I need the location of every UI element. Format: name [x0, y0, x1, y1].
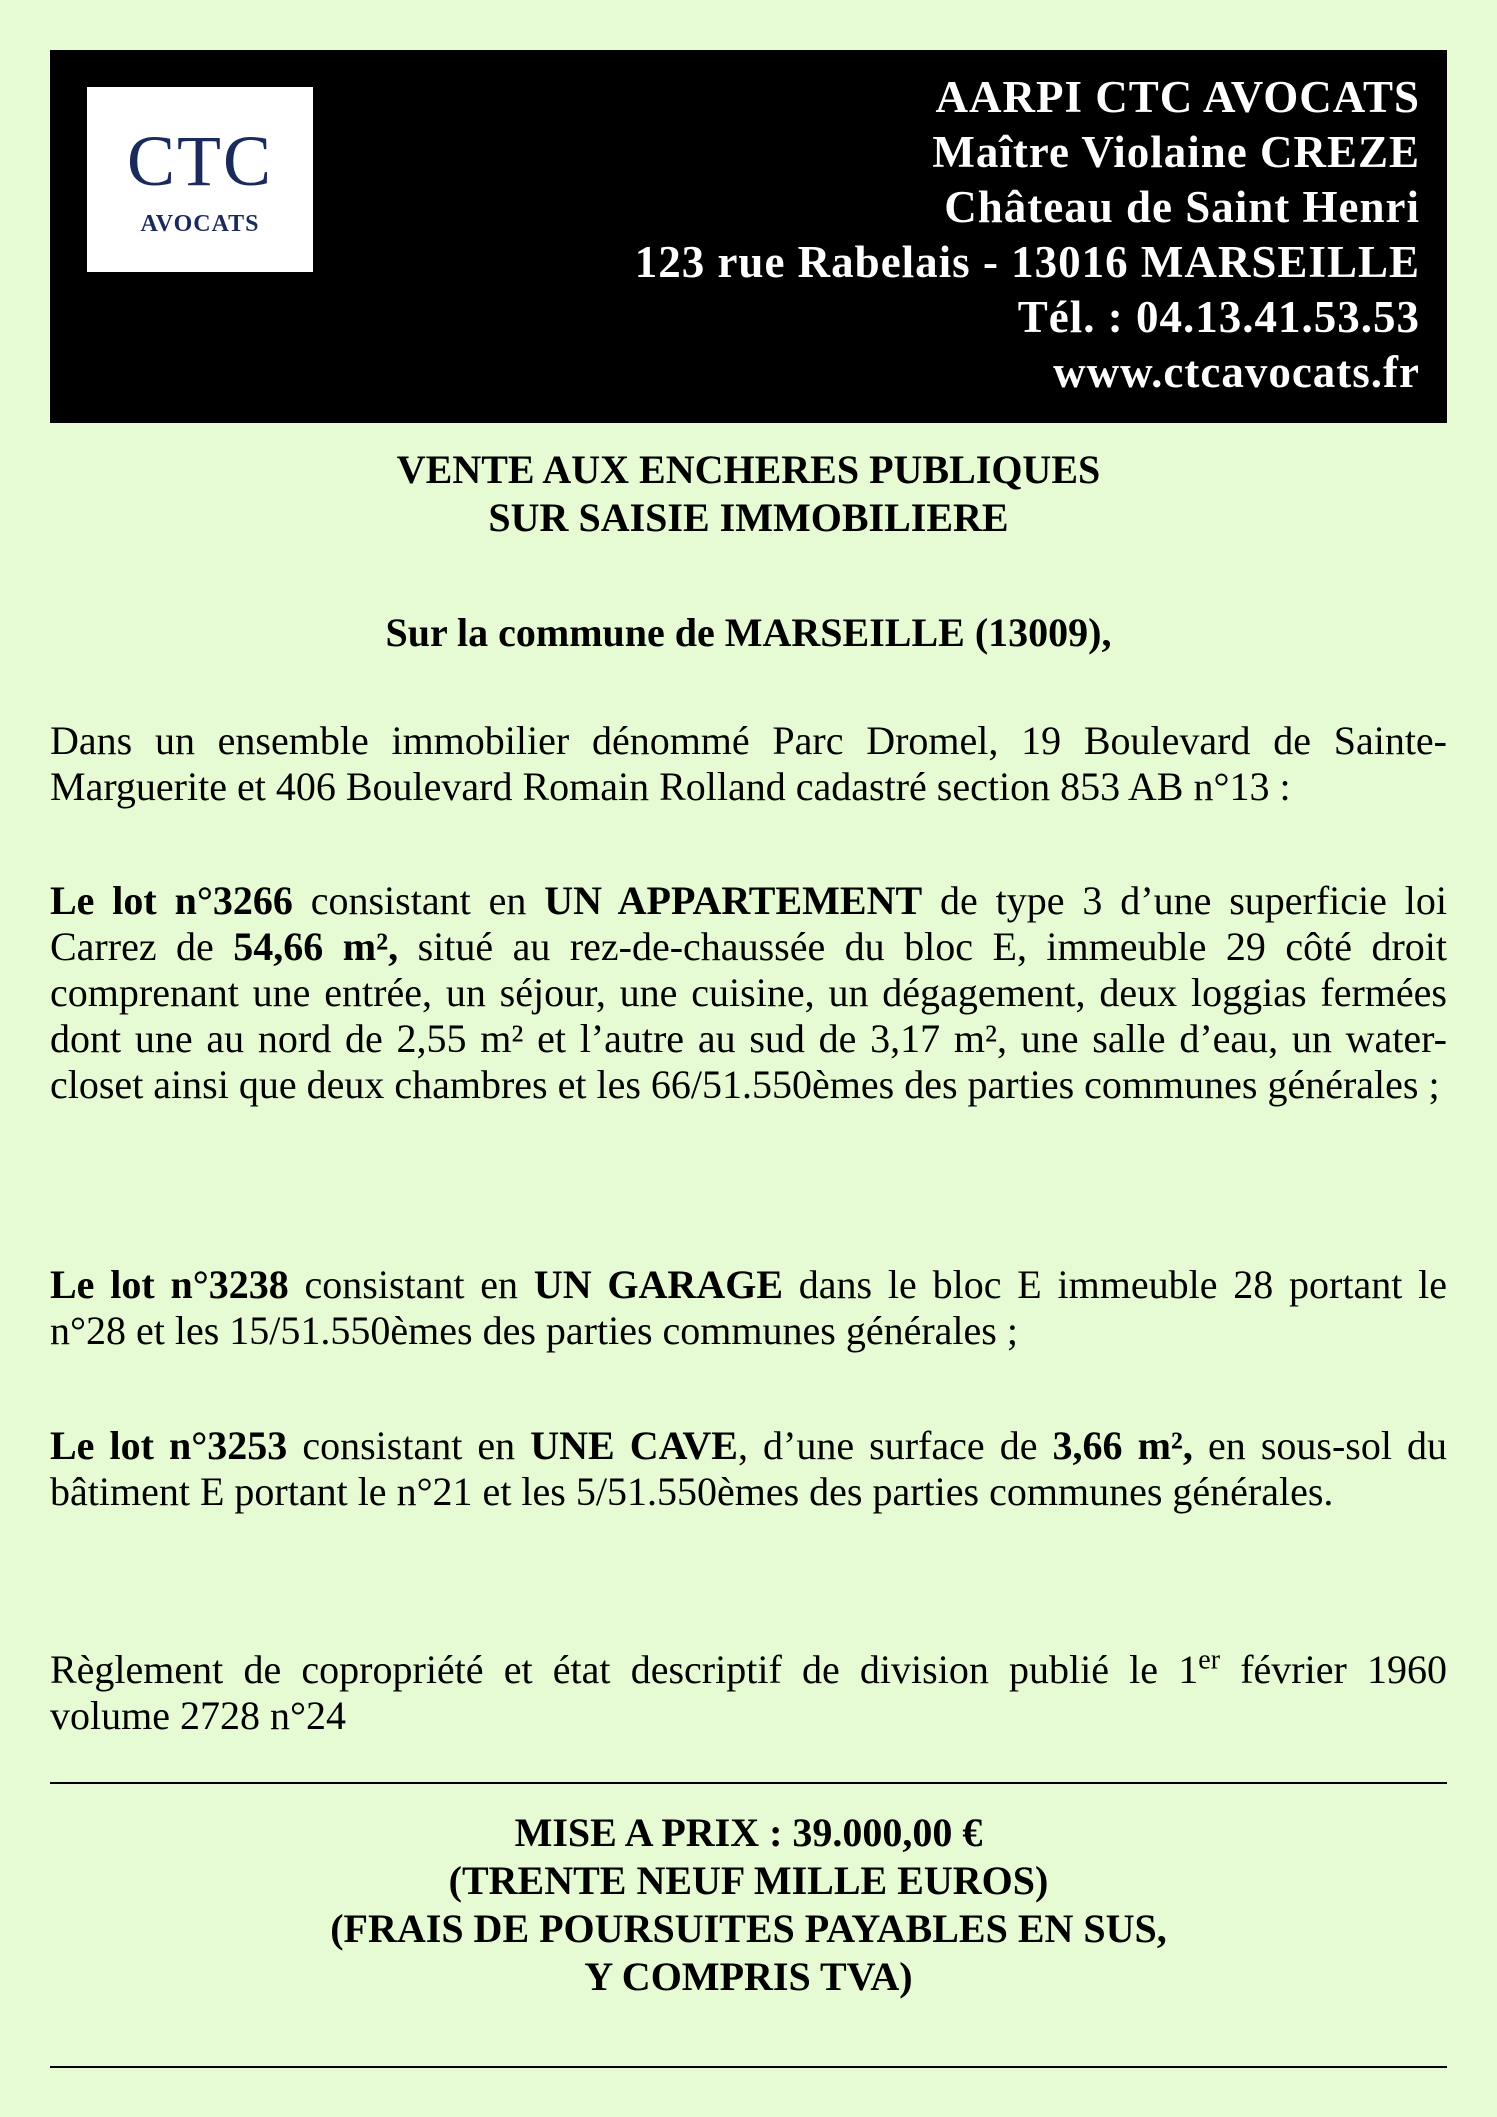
fees-note-line-2: Y COMPRIS TVA) — [584, 1954, 913, 1999]
firm-logo — [87, 87, 313, 272]
firm-name: AARPI CTC AVOCATS — [935, 72, 1420, 122]
lot-3266-area: 54,66 m², — [233, 924, 399, 969]
sale-title — [50, 446, 1447, 542]
reglement-paragraph — [50, 1644, 1447, 1739]
lot-3253-text-1: consistant en — [287, 1423, 531, 1468]
lot-3253-text-2: , d’une surface de — [737, 1423, 1053, 1468]
logo-subtitle: AVOCATS — [140, 211, 260, 237]
website: www.ctcavocats.fr — [1053, 347, 1420, 397]
lot-3253-kind: UNE CAVE — [530, 1423, 738, 1468]
lawyer-name: Maître Violaine CREZE — [932, 127, 1420, 177]
lot-3266-kind: UN APPARTEMENT — [544, 878, 923, 923]
intro-paragraph — [50, 718, 1447, 810]
starting-price: MISE A PRIX : 39.000,00 € — [514, 1810, 983, 1855]
lot-3253-paragraph — [50, 1423, 1447, 1515]
lot-3266-text-3: situé au rez-de-chaussée du bloc E, immeuble 29 côté droit comprenant une entrée, un séjour, une cuisine, un dégagement, deux loggias fermées dont une au nord de 2,55 m² et l’autre au sud de 3,17 m², une salle d’eau, un water-closet ainsi que deux chambres et les 66/51.550èmes des parties communes générales ; — [50, 924, 1447, 1107]
lot-3266-text-1: consistant en — [292, 878, 545, 923]
price-block — [50, 1809, 1447, 2001]
lot-3238-text-2: dans le bloc E immeuble 28 portant le n°28 et les 15/51.550èmes des parties communes générales ; — [50, 1262, 1448, 1353]
divider-top — [50, 1782, 1447, 1784]
reglement-text-2: février 1960 volume 2728 n°24 — [50, 1647, 1447, 1738]
address-line-2: 123 rue Rabelais - 13016 MARSEILLE — [634, 237, 1420, 287]
lot-3253-label: Le lot n°3253 — [50, 1423, 288, 1468]
fees-note-line-1: (FRAIS DE POURSUITES PAYABLES EN SUS, — [330, 1906, 1167, 1951]
commune-heading: Sur la commune de MARSEILLE (13009), — [385, 610, 1112, 655]
lot-3238-label: Le lot n°3238 — [50, 1262, 289, 1307]
lot-3266-label: Le lot n°3266 — [50, 878, 293, 923]
lot-3238-text-1: consistant en — [288, 1262, 534, 1307]
phone: Tél. : 04.13.41.53.53 — [1017, 292, 1420, 342]
divider-bottom — [50, 2066, 1447, 2068]
lot-3253-area: 3,66 m², — [1052, 1423, 1193, 1468]
lot-3238-paragraph — [50, 1262, 1447, 1354]
reglement-superscript: er — [1198, 1644, 1221, 1676]
lot-3266-text-2: de type 3 d’une superficie loi Carrez de — [50, 878, 1448, 969]
sale-title-line-1: VENTE AUX ENCHERES PUBLIQUES — [396, 447, 1101, 492]
firm-contact — [635, 70, 1420, 400]
address-line-1: Château de Saint Henri — [944, 182, 1420, 232]
sale-title-line-2: SUR SAISIE IMMOBILIERE — [488, 495, 1009, 540]
intro-text: Dans un ensemble immobilier dénommé Parc Dromel, 19 Boulevard de Sainte-Marguerite et 406 Boulevard Romain Rolland cadastré section 853 AB n°13 : — [50, 718, 1447, 809]
header-banner — [50, 50, 1447, 423]
price-in-words: (TRENTE NEUF MILLE EUROS) — [448, 1858, 1049, 1903]
reglement-text-1: Règlement de copropriété et état descriptif de division publié le 1 — [50, 1647, 1199, 1692]
lot-3253-text-3: en sous-sol du bâtiment E portant le n°21 et les 5/51.550èmes des parties communes générales. — [50, 1423, 1448, 1514]
lot-3266-paragraph — [50, 878, 1447, 1108]
logo-letters: CTC — [126, 121, 274, 201]
lot-3238-kind: UN GARAGE — [533, 1262, 783, 1307]
